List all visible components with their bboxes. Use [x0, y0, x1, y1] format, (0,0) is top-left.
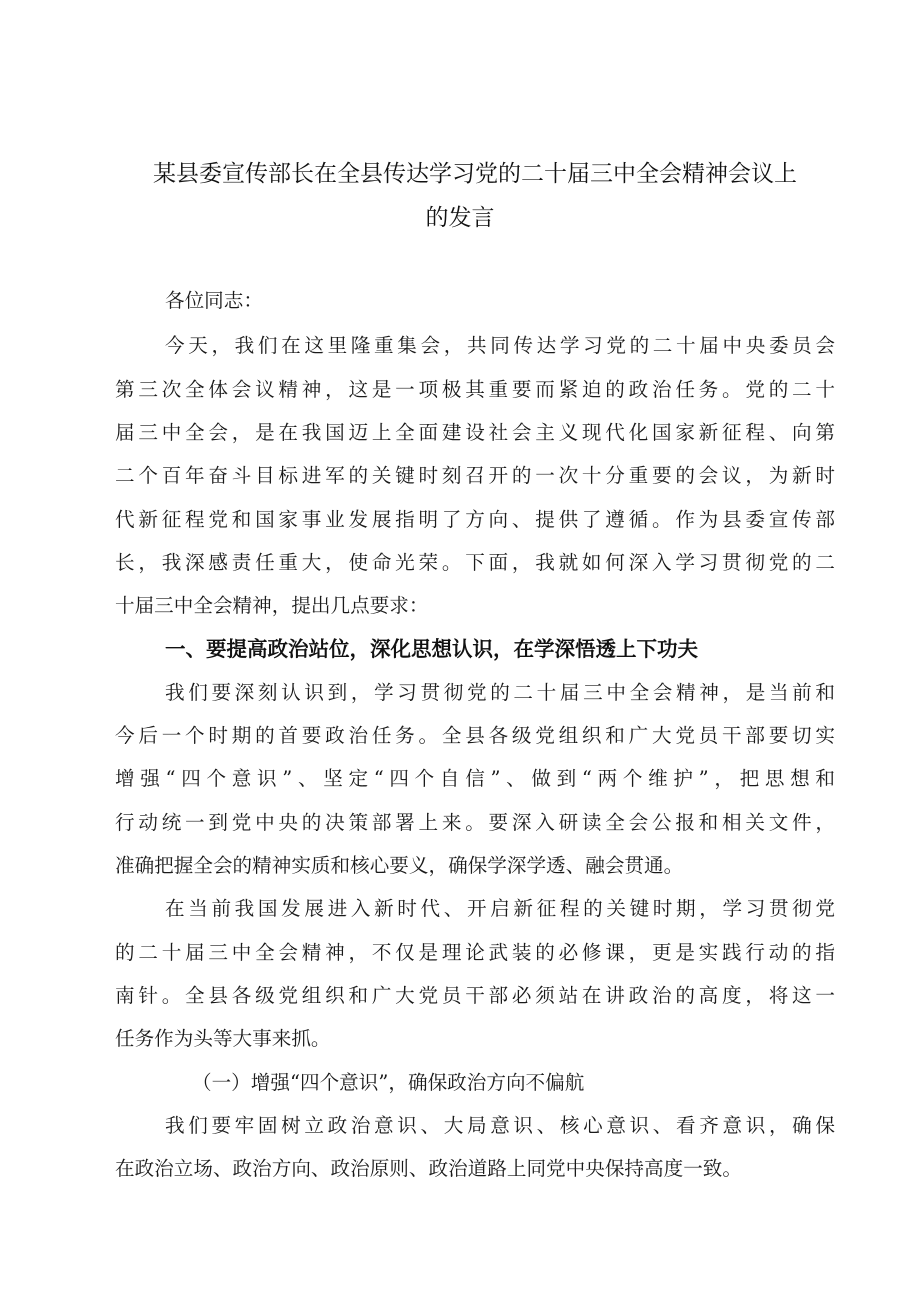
document-title-line-1: 某县委宣传部长在全县传达学习党的二十届三中全会精神会议上: [153, 161, 797, 187]
paragraph-line: 我们要牢固树立政治意识、大局意识、核心意识、看齐意识，确保: [165, 1114, 835, 1137]
paragraph-line: 今后一个时期的首要政治任务。全县各级党组织和广大党员干部要切实: [115, 724, 835, 747]
paragraph-line: 行动统一到党中央的决策部署上来。要深入研读全会公报和相关文件，: [115, 811, 835, 834]
subsection-heading: （一）增强“四个意识”，确保政治方向不偏航: [192, 1071, 585, 1094]
paragraph-line: 准确把握全会的精神实质和核心要义，确保学深学透、融会贯通。: [115, 854, 684, 877]
section-heading: 一、要提高政治站位，深化思想认识，在学深悟透上下功夫: [165, 637, 698, 661]
intro-line: 届三中全会，是在我国迈上全面建设社会主义现代化国家新征程、向第: [115, 421, 835, 444]
intro-line: 代新征程党和国家事业发展指明了方向、提供了遵循。作为县委宣传部: [115, 508, 835, 531]
paragraph-line: 任务作为头等大事来抓。: [115, 1027, 331, 1050]
paragraph-line: 增强“四个意识”、坚定“四个自信”、做到“两个维护”，把思想和: [115, 767, 835, 790]
paragraph-line: 在政治立场、政治方向、政治原则、政治道路上同党中央保持高度一致。: [115, 1157, 742, 1180]
paragraph-line: 南针。全县各级党组织和广大党员干部必须站在讲政治的高度，将这一: [115, 984, 835, 1007]
salutation: 各位同志：: [165, 289, 263, 312]
intro-line: 今天，我们在这里隆重集会，共同传达学习党的二十届中央委员会: [165, 334, 835, 357]
intro-line: 第三次全体会议精神，这是一项极其重要而紧迫的政治任务。党的二十: [115, 378, 835, 401]
paragraph-line: 我们要深刻认识到，学习贯彻党的二十届三中全会精神，是当前和: [165, 681, 835, 704]
document-title-line-2: 的发言: [425, 205, 495, 231]
intro-line: 十届三中全会精神，提出几点要求：: [115, 594, 429, 617]
intro-line: 长，我深感责任重大，使命光荣。下面，我就如何深入学习贯彻党的二: [115, 551, 835, 574]
intro-line: 二个百年奋斗目标进军的关键时刻召开的一次十分重要的会议，为新时: [115, 464, 835, 487]
paragraph-line: 在当前我国发展进入新时代、开启新征程的关键时期，学习贯彻党: [165, 897, 835, 920]
paragraph-line: 的二十届三中全会精神，不仅是理论武装的必修课，更是实践行动的指: [115, 941, 835, 964]
